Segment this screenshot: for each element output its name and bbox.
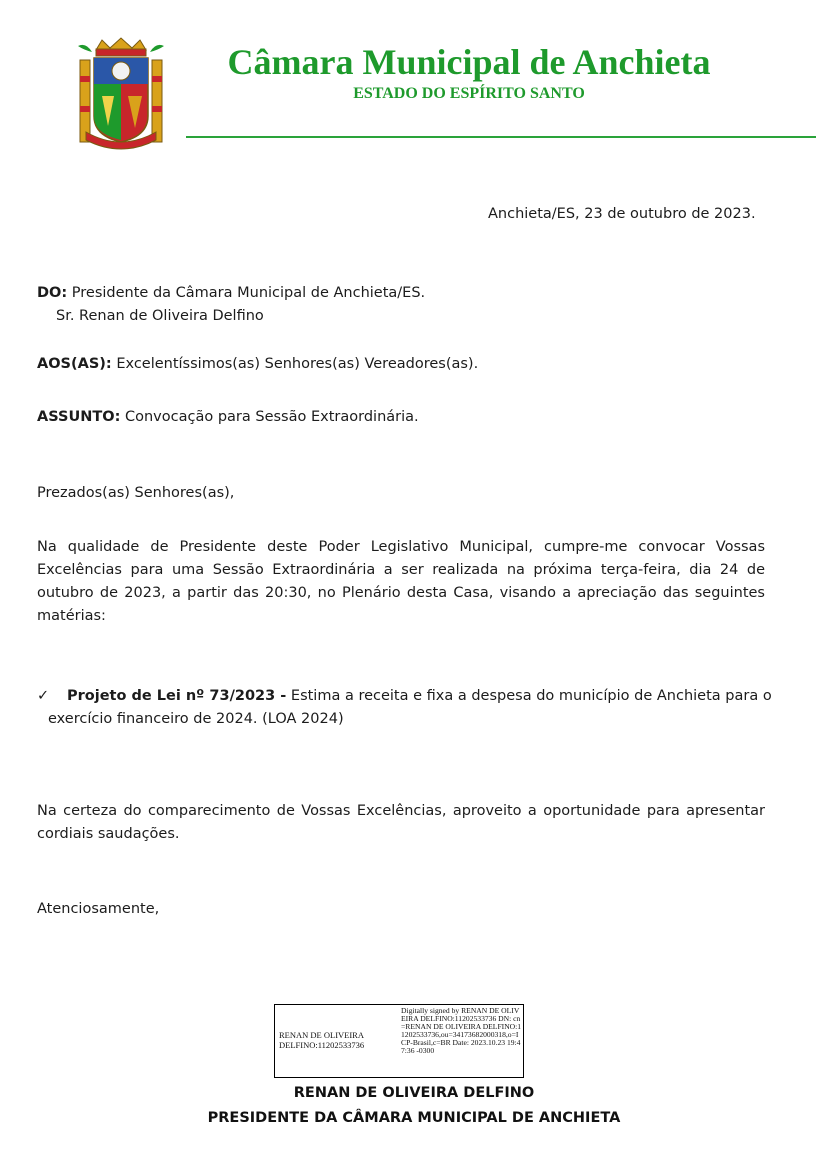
agenda-item-title: Projeto de Lei nº 73/2023 -: [67, 688, 287, 704]
signer-role: PRESIDENTE DA CÂMARA MUNICIPAL DE ANCHIETA: [207, 1110, 621, 1126]
to-text: Excelentíssimos(as) Senhores(as) Vereadores(as).: [111, 356, 479, 372]
agenda-item-text: Estima a receita e fixa a despesa do município de Anchieta para o: [286, 688, 772, 704]
header-divider: [186, 136, 816, 138]
to-line: [37, 353, 478, 376]
closing-paragraph: Na certeza do comparecimento de Vossas Excelências, aproveito a oportunidade para apresentar cordiais saudações.: [37, 803, 765, 842]
organization-state: ESTADO DO ESPÍRITO SANTO: [353, 85, 585, 102]
from-line: [37, 282, 425, 305]
coat-of-arms-logo: [72, 36, 170, 152]
signature-signer: RENAN DE OLIVEIRA DELFINO:11202533736: [279, 1030, 365, 1050]
to-label: AOS(AS):: [37, 356, 112, 372]
from-label: DO:: [37, 285, 68, 301]
letter-date: Anchieta/ES, 23 de outubro de 2023.: [488, 206, 756, 222]
from-text: Presidente da Câmara Municipal de Anchieta/ES.: [67, 285, 426, 301]
digital-signature-box: [274, 1004, 524, 1078]
signature-details: Digitally signed by RENAN DE OLIVEIRA DELFINO:11202533736 DN: cn=RENAN DE OLIVEIRA DELFINO:11202533736,ou=34173682000318,o=ICP-Brasil,c=BR Date: 2023.10.23 19:47:36 -0300: [401, 1006, 522, 1056]
subject-line: [37, 406, 419, 429]
agenda-item: [37, 685, 777, 731]
signer-name: RENAN DE OLIVEIRA DELFINO: [293, 1085, 535, 1101]
checkmark-icon: ✓: [37, 688, 50, 704]
closing-salutation: Atenciosamente,: [37, 901, 160, 917]
greeting: Prezados(as) Senhores(as),: [37, 485, 235, 501]
convocation-paragraph: Na qualidade de Presidente deste Poder Legislativo Municipal, cumpre-me convocar Vossas Excelências para uma Sessão Extraordinária a ser realizada na próxima terça-feira, dia 24 de outubro de 2023, a partir das 20:30, no Plenário desta Casa, visando a apreciação das seguintes matérias:: [37, 539, 765, 624]
from-name: Sr. Renan de Oliveira Delfino: [56, 308, 264, 324]
agenda-item-continuation: exercício financeiro de 2024. (LOA 2024): [48, 711, 344, 727]
subject-label: ASSUNTO:: [37, 409, 121, 425]
subject-text: Convocação para Sessão Extraordinária.: [120, 409, 419, 425]
organization-name: Câmara Municipal de Anchieta: [227, 42, 711, 82]
